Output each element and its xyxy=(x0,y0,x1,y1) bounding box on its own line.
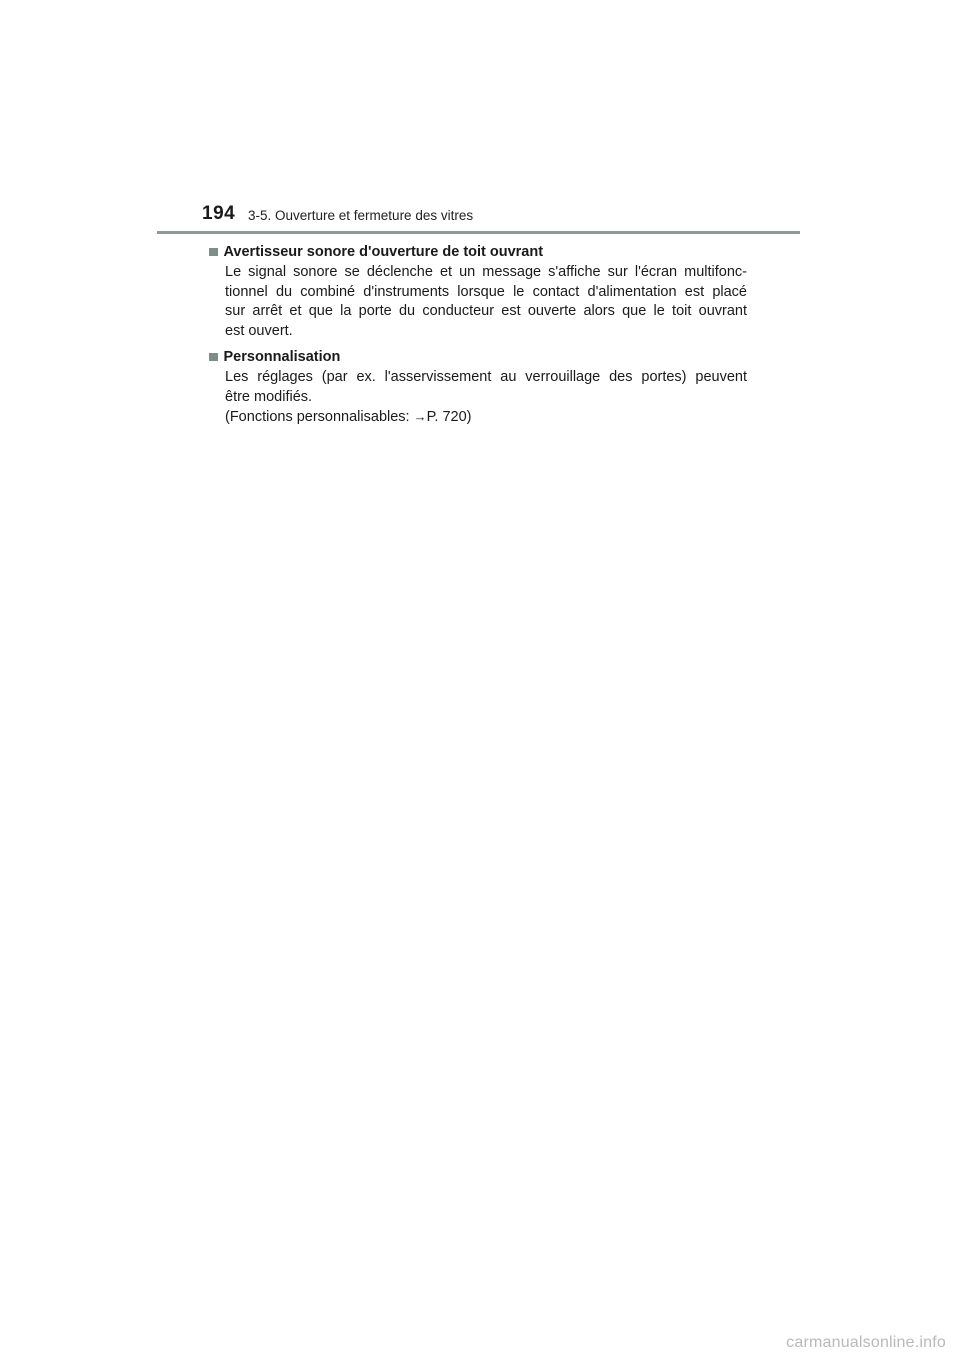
section-title: 3-5. Ouverture et fermeture des vitres xyxy=(248,208,474,223)
body-line: Le signal sonore se déclenche et un message s'affiche sur l'écran multifonc- xyxy=(225,264,747,280)
body-line: tionnel du combiné d'instruments lorsque le contact d'alimentation est placé xyxy=(225,283,747,300)
body-line: sur arrêt et que la porte du conducteur est ouverte alors que le toit ouvrant xyxy=(225,303,747,319)
section-body xyxy=(225,368,747,428)
reference-prefix: (Fonctions personnalisables: xyxy=(225,409,414,425)
page-number: 194 xyxy=(202,203,236,224)
section-heading xyxy=(209,242,747,262)
watermark: carmanualsonline.info xyxy=(786,1334,946,1351)
page-header xyxy=(0,0,960,240)
body-line: être modifiés. xyxy=(225,388,313,405)
square-bullet-icon xyxy=(209,353,218,362)
section-body xyxy=(225,263,747,341)
body-line: est ouvert. xyxy=(225,322,293,339)
header-divider xyxy=(157,231,800,234)
cross-reference xyxy=(225,407,747,428)
section-heading-text: Personnalisation xyxy=(223,349,341,365)
section-sunroof-buzzer xyxy=(209,242,747,341)
arrow-right-icon: → xyxy=(413,409,427,424)
section-heading-text: Avertisseur sonore d'ouverture de toit ouvrant xyxy=(223,244,544,260)
page-content xyxy=(209,242,747,434)
reference-link[interactable]: P. 720) xyxy=(426,409,472,425)
section-heading xyxy=(209,347,747,367)
square-bullet-icon xyxy=(209,248,218,257)
section-personalization xyxy=(209,347,747,428)
body-line: Les réglages (par ex. l'asservissement au verrouillage des portes) peuvent xyxy=(225,369,747,385)
